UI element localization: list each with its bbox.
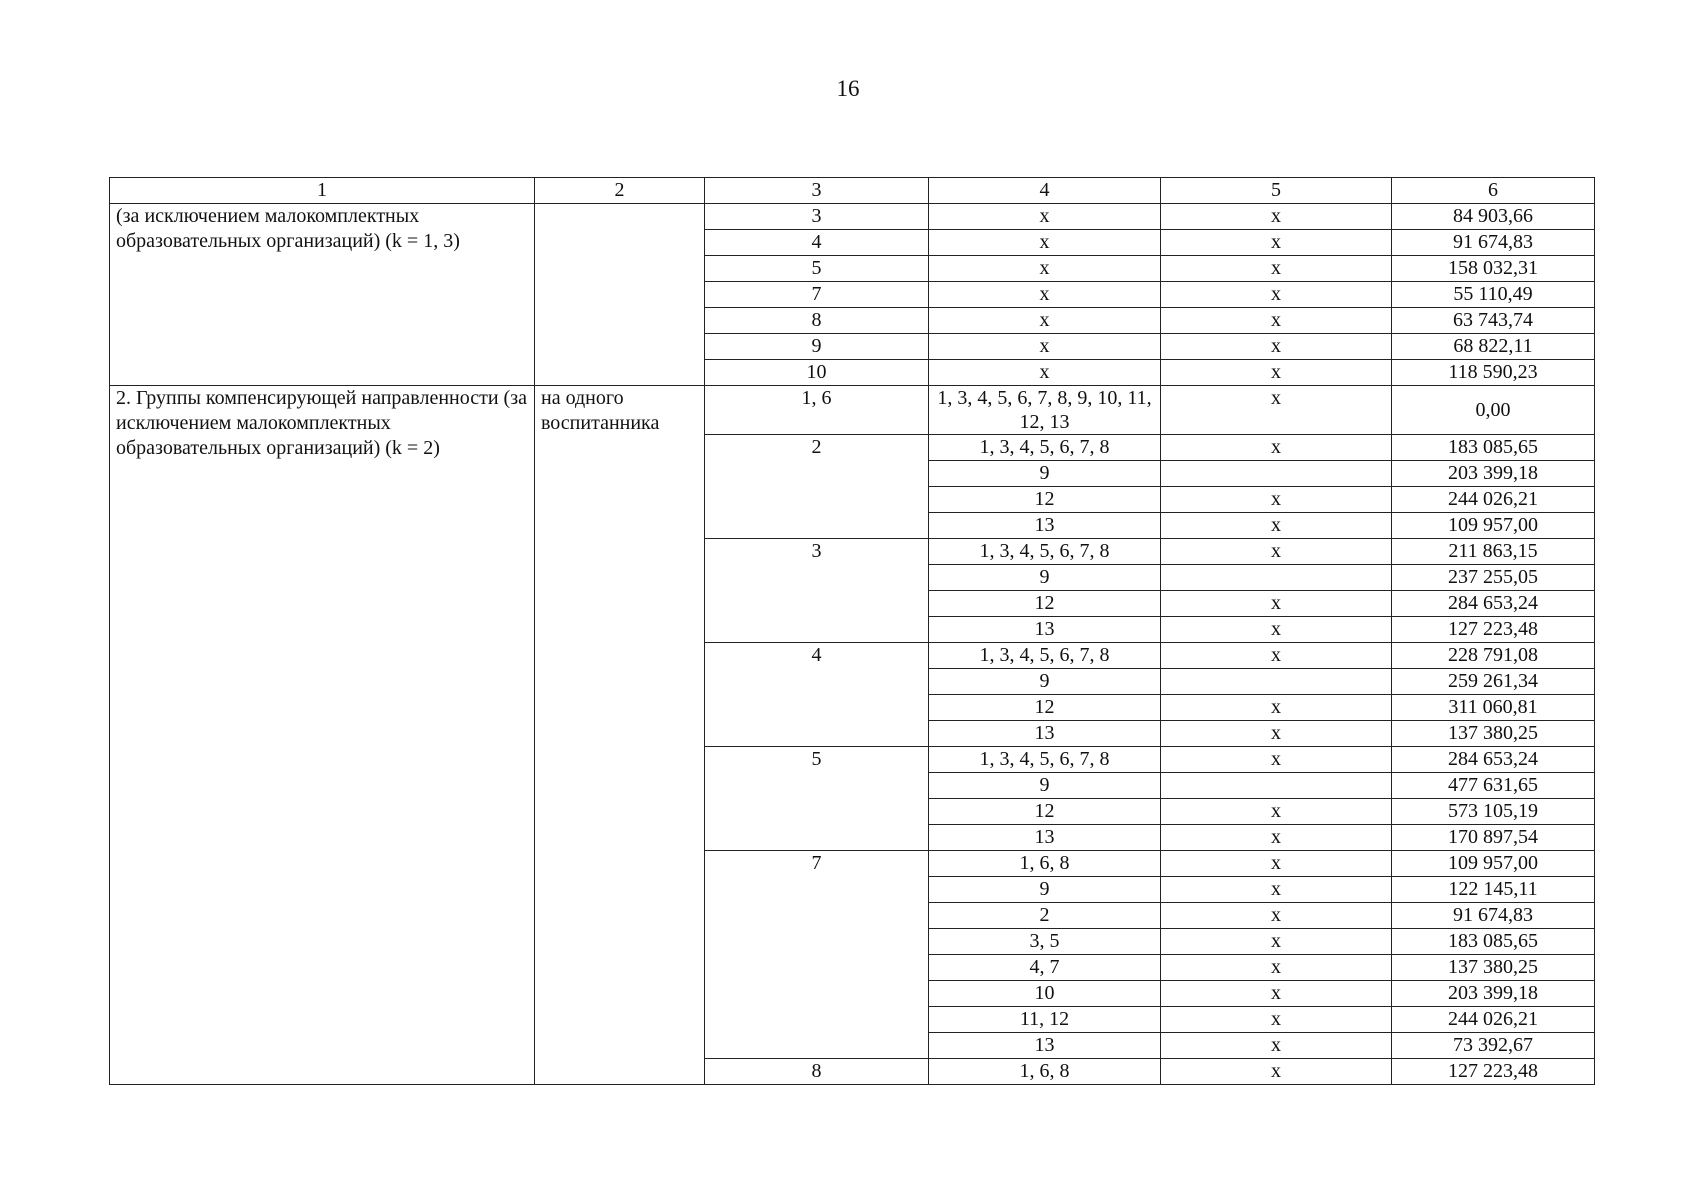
col4-cell: x	[929, 204, 1161, 230]
col4-cell: 1, 3, 4, 5, 6, 7, 8	[929, 643, 1161, 669]
col6-cell: 0,00	[1392, 386, 1595, 435]
header-cell: 2	[535, 178, 705, 204]
col5-cell: x	[1161, 643, 1392, 669]
col5-cell: x	[1161, 230, 1392, 256]
col6-cell: 244 026,21	[1392, 487, 1595, 513]
col6-cell: 237 255,05	[1392, 565, 1595, 591]
col6-cell: 55 110,49	[1392, 282, 1595, 308]
col6-cell: 68 822,11	[1392, 334, 1595, 360]
col4-cell: 1, 3, 4, 5, 6, 7, 8, 9, 10, 11, 12, 13	[929, 386, 1161, 435]
col4-cell: x	[929, 334, 1161, 360]
header-cell: 5	[1161, 178, 1392, 204]
col3-cell: 5	[705, 747, 929, 851]
col4-cell: 1, 6, 8	[929, 851, 1161, 877]
header-cell: 1	[110, 178, 535, 204]
col3-cell: 9	[705, 334, 929, 360]
col3-cell: 4	[705, 643, 929, 747]
col3-cell: 7	[705, 282, 929, 308]
col4-cell: 13	[929, 1033, 1161, 1059]
col3-cell: 2	[705, 435, 929, 539]
table-row	[110, 204, 1595, 230]
col4-cell: 11, 12	[929, 1007, 1161, 1033]
col3-cell: 3	[705, 204, 929, 230]
col5-cell: x	[1161, 1059, 1392, 1085]
data-table	[109, 177, 1595, 1085]
col5-cell: x	[1161, 981, 1392, 1007]
col4-cell: x	[929, 282, 1161, 308]
unit-cell	[535, 204, 705, 386]
col6-cell: 137 380,25	[1392, 721, 1595, 747]
col5-cell: x	[1161, 334, 1392, 360]
col5-cell: x	[1161, 955, 1392, 981]
header-cell: 4	[929, 178, 1161, 204]
col5-cell: x	[1161, 825, 1392, 851]
col4-cell: 12	[929, 799, 1161, 825]
col6-cell: 183 085,65	[1392, 929, 1595, 955]
col6-cell: 91 674,83	[1392, 230, 1595, 256]
col4-cell: 12	[929, 695, 1161, 721]
col5-cell	[1161, 773, 1392, 799]
col4-cell: x	[929, 230, 1161, 256]
col5-cell	[1161, 565, 1392, 591]
header-row	[110, 178, 1595, 204]
col6-cell: 84 903,66	[1392, 204, 1595, 230]
col3-cell: 5	[705, 256, 929, 282]
col4-cell: 1, 6, 8	[929, 1059, 1161, 1085]
col5-cell: x	[1161, 799, 1392, 825]
page-number: 16	[836, 76, 860, 101]
col5-cell: x	[1161, 1033, 1392, 1059]
col6-cell: 137 380,25	[1392, 955, 1595, 981]
col4-cell: 9	[929, 565, 1161, 591]
col6-cell: 203 399,18	[1392, 461, 1595, 487]
col6-cell: 109 957,00	[1392, 513, 1595, 539]
col4-cell: 13	[929, 721, 1161, 747]
col3-cell: 10	[705, 360, 929, 386]
col5-cell: x	[1161, 435, 1392, 461]
col4-cell: 1, 3, 4, 5, 6, 7, 8	[929, 747, 1161, 773]
col5-cell: x	[1161, 721, 1392, 747]
col6-cell: 170 897,54	[1392, 825, 1595, 851]
col4-cell: 12	[929, 591, 1161, 617]
col5-cell	[1161, 461, 1392, 487]
col6-cell: 122 145,11	[1392, 877, 1595, 903]
col5-cell: x	[1161, 903, 1392, 929]
col5-cell: x	[1161, 747, 1392, 773]
col6-cell: 127 223,48	[1392, 1059, 1595, 1085]
table-body	[110, 178, 1595, 1085]
col3-cell: 1, 6	[705, 386, 929, 435]
col6-cell: 73 392,67	[1392, 1033, 1595, 1059]
col3-cell: 3	[705, 539, 929, 643]
section-title: 2. Группы компенсирующей направленности (за исключением малокомплектных образовательных организаций) (k = 2)	[110, 386, 535, 1085]
col4-cell: x	[929, 256, 1161, 282]
col5-cell: x	[1161, 256, 1392, 282]
header-cell: 6	[1392, 178, 1595, 204]
col4-cell: 10	[929, 981, 1161, 1007]
col3-cell: 4	[705, 230, 929, 256]
col5-cell: x	[1161, 695, 1392, 721]
col4-cell: 13	[929, 513, 1161, 539]
col6-cell: 118 590,23	[1392, 360, 1595, 386]
col5-cell: x	[1161, 513, 1392, 539]
col4-cell: 1, 3, 4, 5, 6, 7, 8	[929, 435, 1161, 461]
col6-cell: 311 060,81	[1392, 695, 1595, 721]
col5-cell: x	[1161, 487, 1392, 513]
col6-cell: 109 957,00	[1392, 851, 1595, 877]
section-title: (за исключением малокомплектных образовательных организаций) (k = 1, 3)	[110, 204, 535, 386]
col4-cell: 13	[929, 825, 1161, 851]
col4-cell: x	[929, 360, 1161, 386]
col6-cell: 127 223,48	[1392, 617, 1595, 643]
col4-cell: 4, 7	[929, 955, 1161, 981]
col6-cell: 158 032,31	[1392, 256, 1595, 282]
col5-cell: x	[1161, 308, 1392, 334]
col5-cell: x	[1161, 386, 1392, 435]
col3-cell: 8	[705, 1059, 929, 1085]
col5-cell: x	[1161, 204, 1392, 230]
col6-cell: 228 791,08	[1392, 643, 1595, 669]
col5-cell: x	[1161, 360, 1392, 386]
col5-cell: x	[1161, 617, 1392, 643]
col4-cell: 9	[929, 877, 1161, 903]
col6-cell: 91 674,83	[1392, 903, 1595, 929]
col6-cell: 244 026,21	[1392, 1007, 1595, 1033]
col4-cell: 9	[929, 669, 1161, 695]
table-row	[110, 386, 1595, 435]
col4-cell: 1, 3, 4, 5, 6, 7, 8	[929, 539, 1161, 565]
col4-cell: 12	[929, 487, 1161, 513]
col4-cell: 2	[929, 903, 1161, 929]
col5-cell: x	[1161, 851, 1392, 877]
col6-cell: 284 653,24	[1392, 591, 1595, 617]
col4-cell: 9	[929, 773, 1161, 799]
col5-cell: x	[1161, 929, 1392, 955]
col5-cell: x	[1161, 591, 1392, 617]
col6-cell: 259 261,34	[1392, 669, 1595, 695]
col5-cell: x	[1161, 539, 1392, 565]
col4-cell: 9	[929, 461, 1161, 487]
col6-cell: 183 085,65	[1392, 435, 1595, 461]
col6-cell: 573 105,19	[1392, 799, 1595, 825]
col5-cell: x	[1161, 877, 1392, 903]
col6-cell: 63 743,74	[1392, 308, 1595, 334]
col6-cell: 284 653,24	[1392, 747, 1595, 773]
col3-cell: 8	[705, 308, 929, 334]
col5-cell	[1161, 669, 1392, 695]
col4-cell: 3, 5	[929, 929, 1161, 955]
col5-cell: x	[1161, 282, 1392, 308]
col6-cell: 211 863,15	[1392, 539, 1595, 565]
col6-cell: 203 399,18	[1392, 981, 1595, 1007]
col5-cell: x	[1161, 1007, 1392, 1033]
header-cell: 3	[705, 178, 929, 204]
col4-cell: x	[929, 308, 1161, 334]
col4-cell: 13	[929, 617, 1161, 643]
col3-cell: 7	[705, 851, 929, 1059]
col6-cell: 477 631,65	[1392, 773, 1595, 799]
unit-cell: на одного воспитанника	[535, 386, 705, 1085]
